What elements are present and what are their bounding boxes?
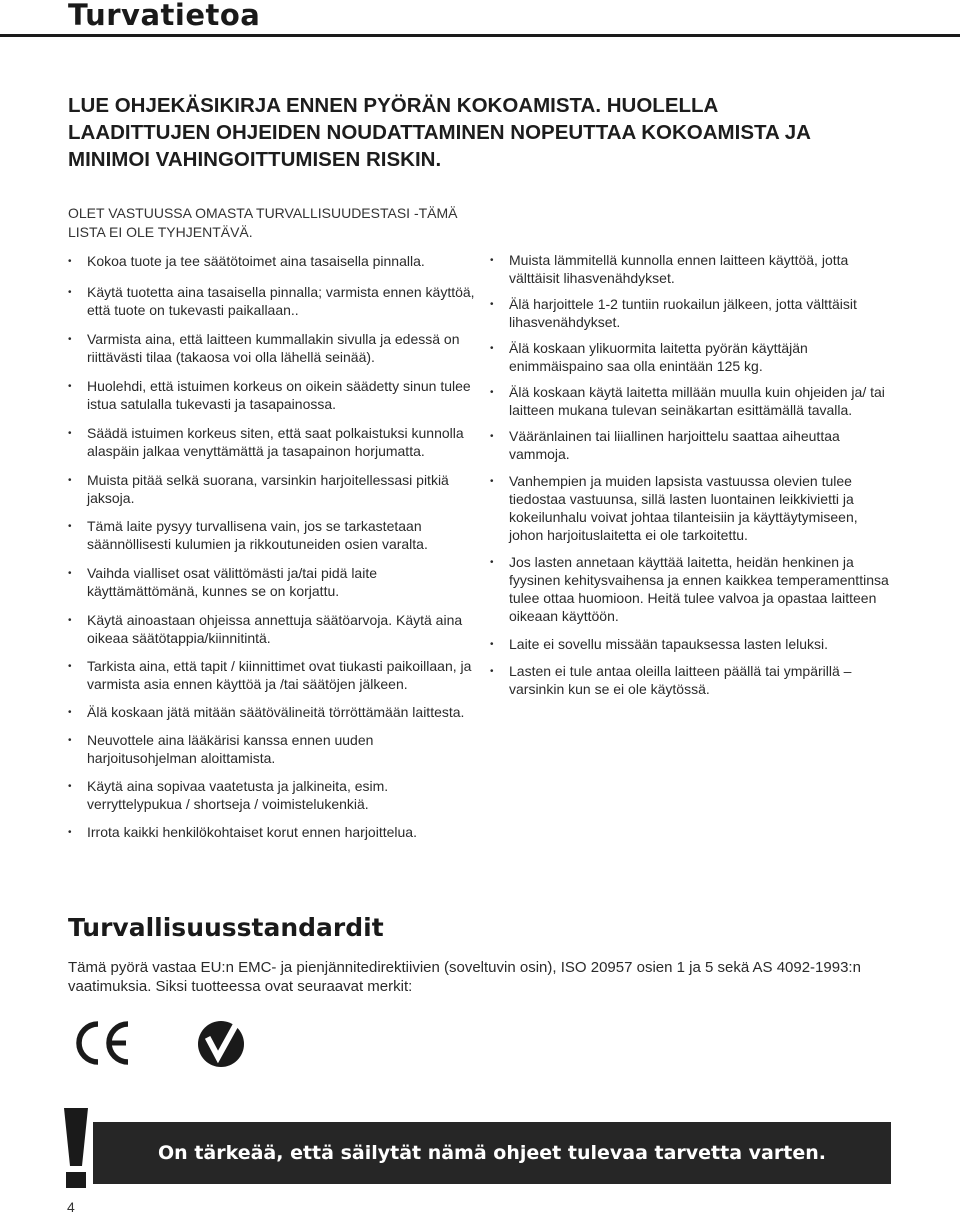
safety-item-text: Käytä tuotetta aina tasaisella pinnalla; varmista ennen käyttöä, että tuote on tukevasti paikallaan.. — [87, 284, 475, 318]
safety-item-text: Neuvottele aina lääkärisi kanssa ennen uuden harjoitusohjelman aloittamista. — [87, 732, 374, 766]
ce-mark-icon — [70, 1018, 134, 1068]
bullet-icon: • — [68, 707, 72, 718]
safety-item-text: Käytä aina sopivaa vaatetusta ja jalkineita, esim. verryttelypukua / shortseja / voimistelukenkiä. — [87, 778, 389, 812]
safety-item — [68, 330, 478, 366]
safety-item — [490, 553, 890, 625]
safety-item-text: Lasten ei tule antaa oleilla laitteen päällä tai ympärillä – varsinkin kun se ei ole käytössä. — [509, 663, 852, 697]
title-divider — [0, 34, 960, 37]
bullet-icon: • — [68, 781, 72, 792]
bullet-icon: • — [68, 334, 72, 345]
safety-item-text: Laite ei sovellu missään tapauksessa lasten leluksi. — [509, 636, 829, 652]
responsibility-note: OLET VASTUUSSA OMASTA TURVALLISUUDESTASI -TÄMÄ LISTA EI OLE TYHJENTÄVÄ. — [68, 205, 458, 240]
bullet-icon: • — [68, 475, 72, 486]
bullet-icon: • — [490, 299, 494, 310]
safety-item — [490, 251, 890, 287]
bullet-icon: • — [490, 387, 494, 398]
safety-item-text: Jos lasten annetaan käyttää laitetta, heidän henkinen ja fyysinen kehitysvaihensa ja ennen kaikkea temperamenttinsa tulee ottaa huomioon. Heitä tulee valvoa ja opastaa laitteen oikeaan käyttöön. — [509, 554, 889, 624]
safety-item — [68, 564, 478, 600]
safety-item-text: Älä koskaan jätä mitään säätövälineitä törröttämään laittesta. — [87, 704, 465, 720]
important-note — [93, 1122, 891, 1184]
important-note-text: On tärkeää, että säilytät nämä ohjeet tulevaa tarvetta varten. — [158, 1142, 826, 1164]
safety-item — [68, 252, 478, 270]
safety-item — [68, 611, 478, 647]
safety-item — [68, 657, 478, 693]
bullet-icon: • — [490, 255, 494, 266]
safety-item — [490, 383, 890, 419]
warning-heading: LUE OHJEKÄSIKIRJA ENNEN PYÖRÄN KOKOAMISTA. HUOLELLA LAADITTUJEN OHJEIDEN NOUDATTAMINEN NOPEUTTAA KOKOAMISTA JA MINIMOI VAHINGOITTUMISEN RISKIN. — [68, 94, 811, 171]
page-number: 4 — [67, 1199, 75, 1215]
bullet-icon: • — [68, 661, 72, 672]
safety-item — [68, 703, 478, 721]
safety-item-text: Muista pitää selkä suorana, varsinkin harjoitellessasi pitkiä jaksoja. — [87, 472, 449, 506]
bullet-icon: • — [68, 287, 72, 298]
safety-item — [68, 517, 478, 553]
bullet-icon: • — [490, 476, 494, 487]
safety-item — [68, 377, 478, 413]
safety-item-text: Tämä laite pysyy turvallisena vain, jos se tarkastetaan säännöllisesti kulumien ja rikkoutuneiden osien varalta. — [87, 518, 428, 552]
safety-item — [68, 471, 478, 507]
safety-item-text: Älä koskaan käytä laitetta millään muulla kuin ohjeiden ja/ tai laitteen mukana tulevan seinäkartan esittämällä tavalla. — [509, 384, 885, 418]
bullet-icon: • — [68, 256, 72, 267]
bullet-icon: • — [68, 428, 72, 439]
safety-item — [490, 339, 890, 375]
safety-item-text: Älä harjoittele 1-2 tuntiin ruokailun jälkeen, jotta välttäisit lihasvenähdykset. — [509, 296, 857, 330]
safety-item-text: Irrota kaikki henkilökohtaiset korut ennen harjoittelua. — [87, 824, 417, 840]
bullet-icon: • — [490, 343, 494, 354]
safety-item-text: Tarkista aina, että tapit / kiinnittimet ovat tiukasti paikoillaan, ja varmista asia ennen käyttöä ja /tai säätöjen jälkeen. — [87, 658, 472, 692]
safety-item-text: Kokoa tuote ja tee säätötoimet aina tasaisella pinnalla. — [87, 253, 425, 269]
safety-item-text: Muista lämmitellä kunnolla ennen laitteen käyttöä, jotta välttäisit lihasvenähdykset. — [509, 252, 849, 286]
safety-item — [490, 635, 890, 653]
bullet-icon: • — [68, 615, 72, 626]
standards-text: Tämä pyörä vastaa EU:n EMC- ja pienjännitedirektiivien (soveltuvin osin), ISO 20957 osien 1 ja 5 sekä AS 4092-1993:n vaatimuksia. Siksi tuotteessa ovat seuraavat merkit: — [68, 959, 861, 995]
bullet-icon: • — [490, 431, 494, 442]
safety-item — [68, 283, 478, 319]
safety-item — [68, 823, 478, 841]
safety-item-text: Säädä istuimen korkeus siten, että saat polkaistuksi kunnolla alaspäin jalkaa venyttämättä ja tasapainon horjumatta. — [87, 425, 464, 459]
safety-item — [490, 295, 890, 331]
bullet-icon: • — [68, 827, 72, 838]
exclamation-icon — [60, 1108, 92, 1188]
safety-item-text: Vaihda vialliset osat välittömästi ja/tai pidä laite käyttämättömänä, kunnes se on korjattu. — [87, 565, 378, 599]
safety-item — [490, 662, 890, 698]
safety-item-text: Vanhempien ja muiden lapsista vastuussa olevien tulee tiedostaa vastuunsa, sillä lasten luontainen leikkivietti ja kokeilunhalu voivat johtaa tilanteisiin ja käyttäytymiseen, johon harjoituslaitetta ei ole tarkoitettu. — [509, 473, 858, 543]
standards-title: Turvallisuusstandardit — [68, 913, 384, 942]
safety-item — [68, 777, 478, 813]
bullet-icon: • — [68, 521, 72, 532]
rcm-mark-icon — [196, 1019, 246, 1069]
bullet-icon: • — [68, 568, 72, 579]
safety-item — [68, 424, 478, 460]
safety-item — [490, 427, 890, 463]
bullet-icon: • — [68, 381, 72, 392]
safety-item-text: Vääränlainen tai liiallinen harjoittelu saattaa aiheuttaa vammoja. — [509, 428, 840, 462]
bullet-icon: • — [68, 735, 72, 746]
safety-item-text: Huolehdi, että istuimen korkeus on oikein säädetty sinun tulee istua satulalla tukevasti ja tasapainossa. — [87, 378, 471, 412]
bullet-icon: • — [490, 639, 494, 650]
page-title: Turvatietoa — [68, 0, 261, 32]
safety-item — [68, 731, 478, 767]
safety-item-text: Käytä ainoastaan ohjeissa annettuja säätöarvoja. Käytä aina oikeaa säätötappia/kiinnitintä. — [87, 612, 463, 646]
safety-list-right — [490, 251, 890, 707]
bullet-icon: • — [490, 666, 494, 677]
safety-item-text: Varmista aina, että laitteen kummallakin sivulla ja edessä on riittävästi tilaa (takaosa voi olla lähellä seinää). — [87, 331, 460, 365]
safety-list-left — [68, 252, 478, 851]
bullet-icon: • — [490, 557, 494, 568]
safety-item — [490, 472, 890, 544]
safety-item-text: Älä koskaan ylikuormita laitetta pyörän käyttäjän enimmäispaino saa olla enintään 125 kg. — [509, 340, 808, 374]
